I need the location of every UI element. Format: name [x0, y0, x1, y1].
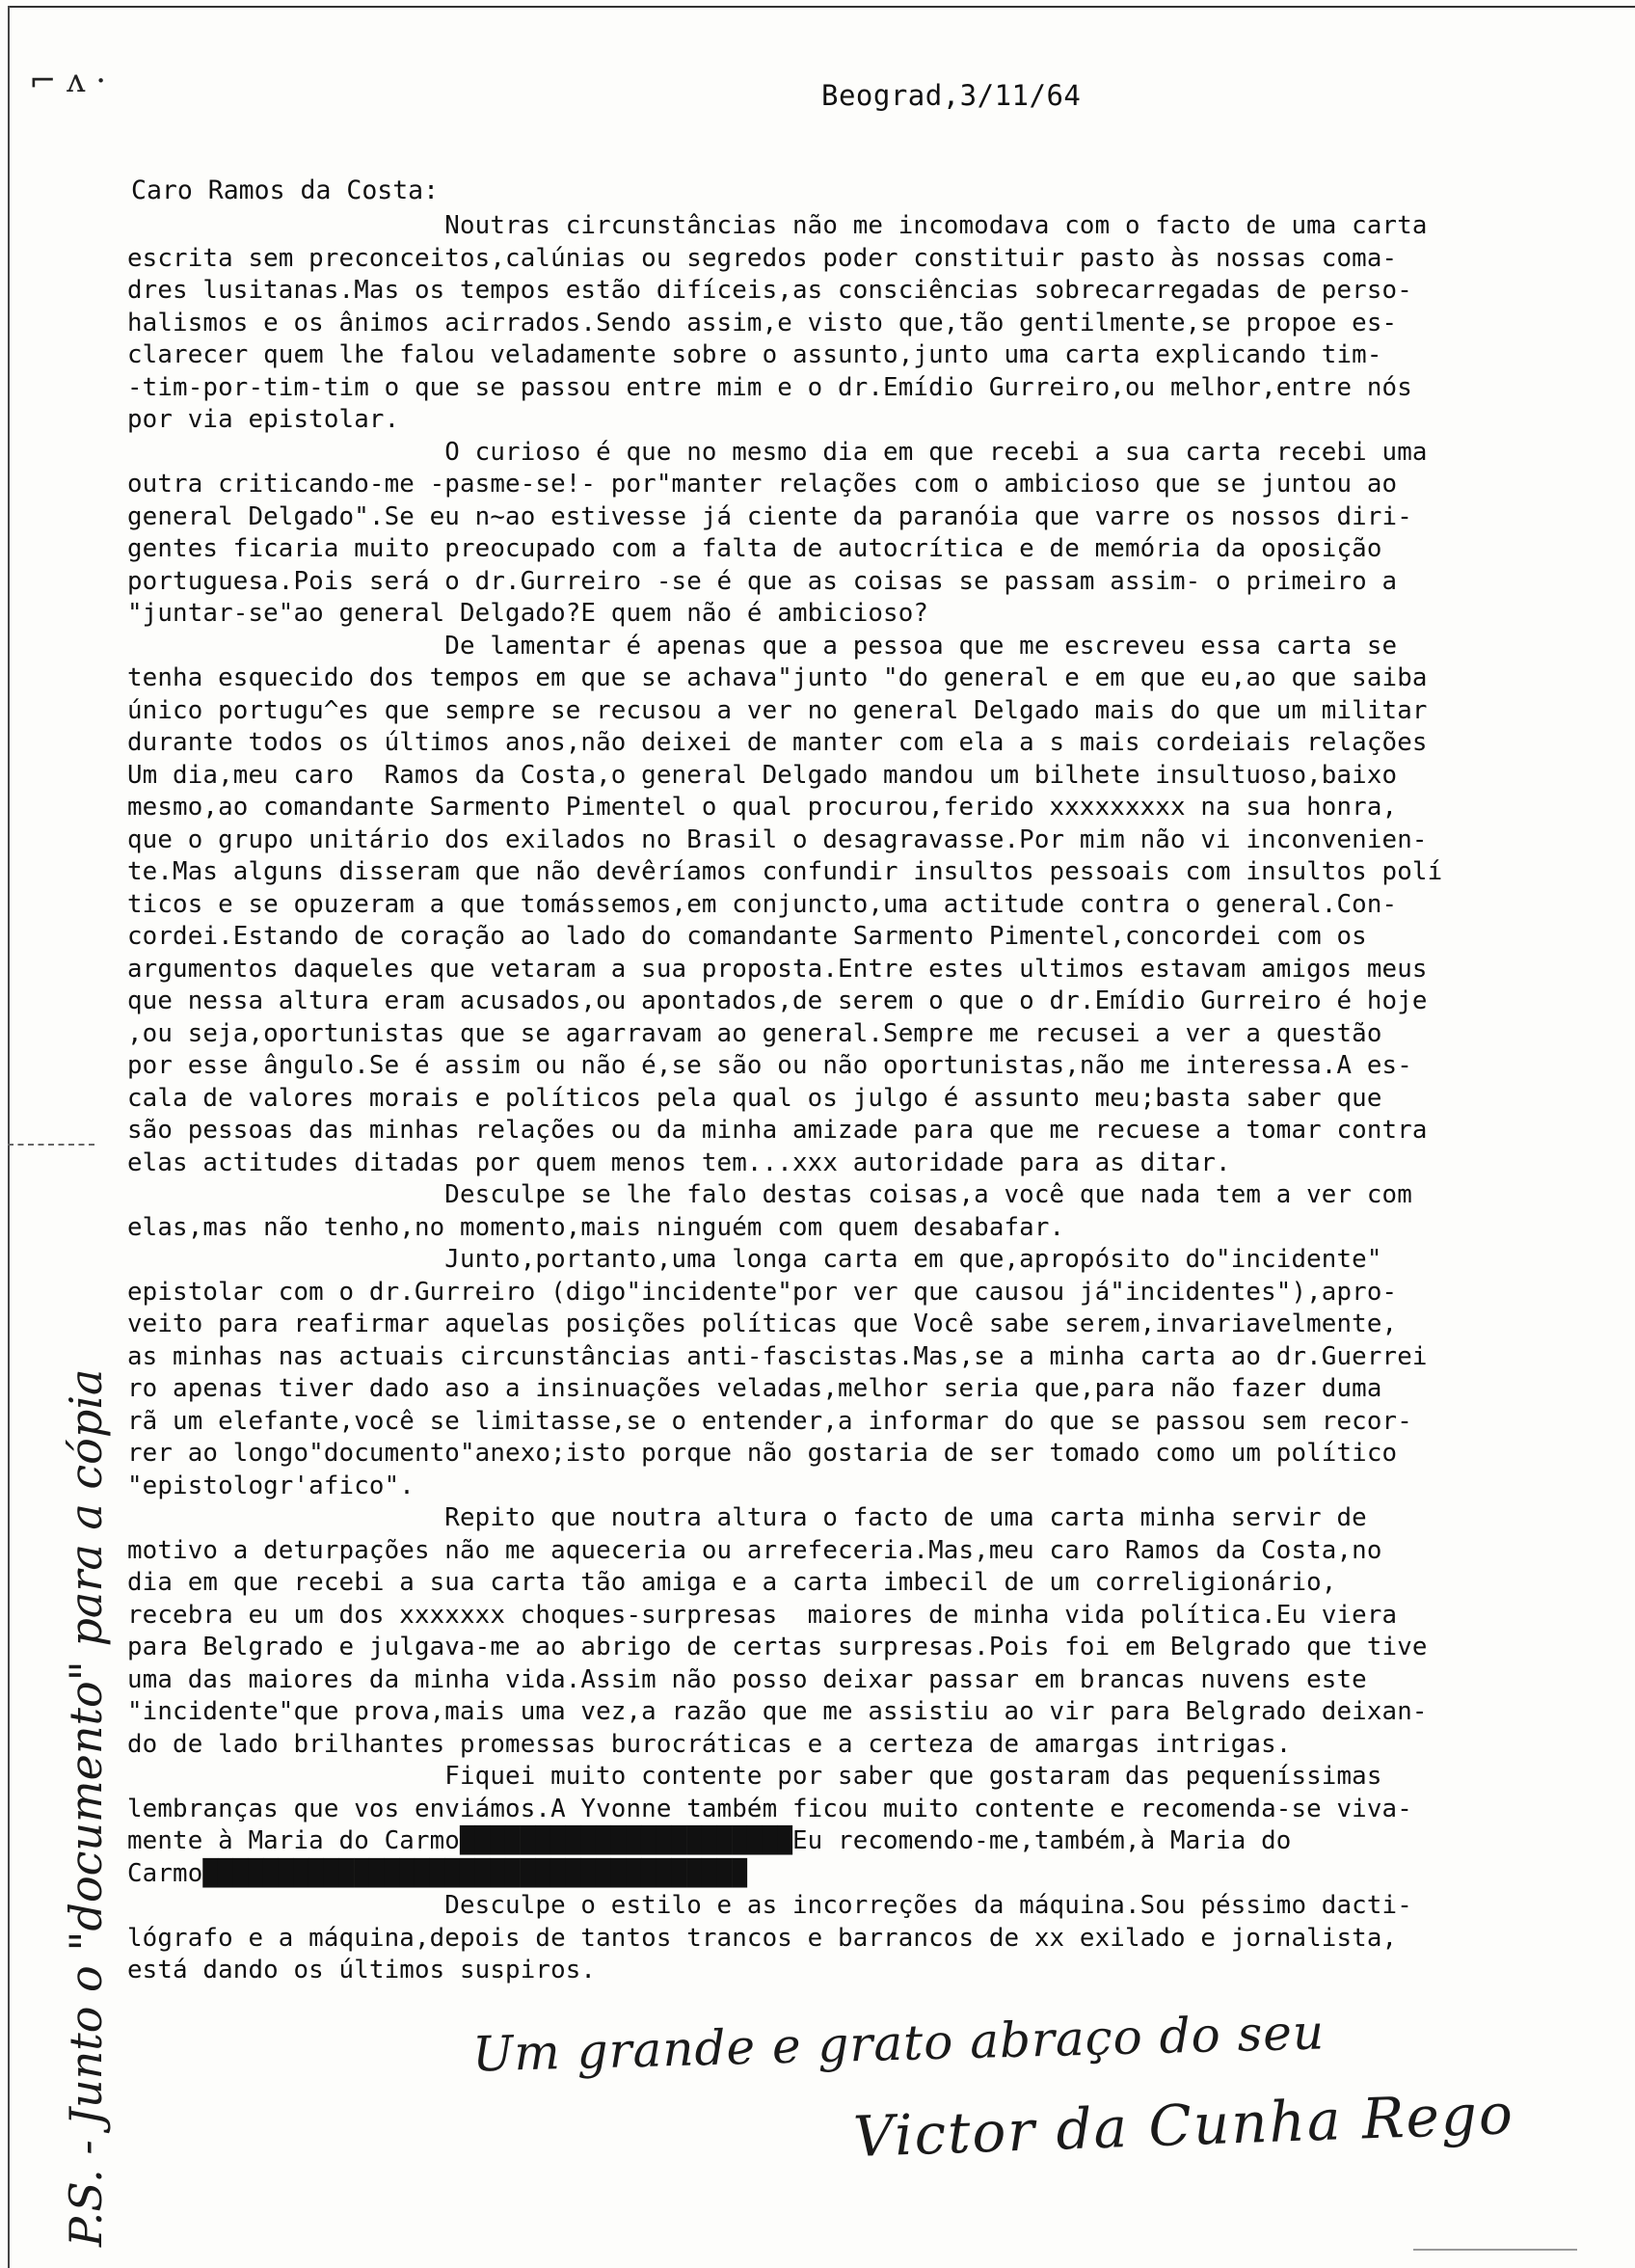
body-line: lógrafo e a máquina,depois de tantos trancos e barrancos de xx exilado e jornalista, [127, 1923, 1398, 1953]
bottom-pencil-stroke [1413, 2249, 1577, 2251]
body-line: Desculpe o estilo e as incorreções da máquina.Sou péssimo dacti- [127, 1891, 1412, 1920]
body-line: epistolar com o dr.Gurreiro (digo"incidente"por ver que causou já"incidentes"),apro- [127, 1277, 1398, 1307]
body-line: que nessa altura eram acusados,ou apontados,de serem o que o dr.Emídio Gurreiro é hoje [127, 986, 1428, 1015]
body-line: por esse ângulo.Se é assim ou não é,se são ou não oportunistas,não me interessa.A es- [127, 1051, 1412, 1080]
body-line: general Delgado".Se eu n~ao estivesse já ciente da paranóia que varre os nossos diri- [127, 501, 1412, 531]
body-line: Desculpe se lhe falo destas coisas,a você que nada tem a ver com [127, 1180, 1412, 1209]
body-line: dres lusitanas.Mas os tempos estão difíceis,as consciências sobrecarregadas de perso- [127, 276, 1412, 305]
body-line: clarecer quem lhe falou veladamente sobre o assunto,junto uma carta explicando tim- [127, 340, 1382, 369]
corner-pencil-mark: ⌐ ʌ · [29, 62, 107, 100]
body-line: te.Mas alguns disseram que não devêríamos confundir insultos pessoais com insultos polí [127, 857, 1443, 886]
body-line: -tim-por-tim-tim o que se passou entre mim e o dr.Emídio Gurreiro,ou melhor,entre nós [127, 372, 1412, 402]
body-line: elas actitudes ditadas por quem menos tem...xxx autoridade para as ditar. [127, 1148, 1231, 1177]
body-line: motivo a deturpações não me aqueceria ou arrefeceria.Mas,meu caro Ramos da Costa,no [127, 1535, 1382, 1565]
body-line: Fiquei muito contente por saber que gostaram das pequeníssimas [127, 1762, 1382, 1791]
body-line: halismos e os ânimos acirrados.Sendo assim,e visto que,tão gentilmente,se propoe es- [127, 308, 1398, 338]
body-line: elas,mas não tenho,no momento,mais ninguém com quem desabafar. [127, 1212, 1065, 1242]
body-line: O curioso é que no mesmo dia em que recebi a sua carta recebi uma [127, 437, 1428, 467]
body-line: recebra eu um dos xxxxxxx choques-surpresas maiores de minha vida política.Eu viera [127, 1600, 1398, 1630]
body-line: ro apenas tiver dado aso a insinuações veladas,melhor seria que,para não fazer duma [127, 1374, 1382, 1403]
body-line: as minhas nas actuais circunstâncias anti-fascistas.Mas,se a minha carta ao dr.Guerrei [127, 1341, 1428, 1371]
page-left-edge [8, 6, 10, 2268]
handwritten-closing: Um grande e grato abraço do seu [471, 2004, 1326, 2083]
body-line: ticos e se opuzeram a que tomássemos,em conjuncto,uma actitude contra o general.Con- [127, 889, 1398, 919]
body-line: escrita sem preconceitos,calúnias ou segredos poder constituir pasto às nossas coma- [127, 243, 1398, 273]
body-line: mesmo,ao comandante Sarmento Pimentel o qual procurou,ferido xxxxxxxxx na sua honra, [127, 793, 1398, 822]
body-line: veito para reafirmar aquelas posições políticas que Você sabe serem,invariavelmente, [127, 1310, 1398, 1338]
body-line: Noutras circunstâncias não me incomodava com o facto de uma carta [127, 211, 1428, 240]
body-line: tenha esquecido dos tempos em que se achava"junto "do general e em que eu,ao que saiba [127, 663, 1428, 692]
body-line: Repito que noutra altura o facto de uma carta minha servir de [127, 1503, 1367, 1532]
body-line: mente à Maria do Carmo██████████████████████Eu recomendo-me,também,à Maria do [127, 1826, 1292, 1855]
body-line: Junto,portanto,uma longa carta em que,apropósito do"incidente" [127, 1245, 1382, 1274]
body-line: "juntar-se"ao general Delgado?E quem não é ambicioso? [127, 599, 929, 628]
body-line: "epistologr'afico". [127, 1471, 415, 1500]
page-top-edge [8, 6, 1635, 8]
body-line: são pessoas das minhas relações ou da minha amizade para que me recuese a tomar contra [127, 1116, 1428, 1145]
body-line: único portugu^es que sempre se recusou a ver no general Delgado mais do que um militar [127, 695, 1428, 725]
body-line: portuguesa.Pois será o dr.Gurreiro -se é que as coisas se passam assim- o primeiro a [127, 566, 1398, 596]
letter-date: Beograd,3/11/64 [821, 79, 1082, 112]
body-line: por via epistolar. [127, 405, 400, 434]
body-line: Um dia,meu caro Ramos da Costa,o general Delgado mandou um bilhete insultuoso,baixo [127, 760, 1398, 790]
letter-body [127, 210, 1583, 1987]
body-line: cala de valores morais e políticos pela qual os julgo é assunto meu;basta saber que [127, 1083, 1382, 1113]
handwritten-signature: Victor da Cunha Rego [852, 2081, 1515, 2170]
body-line: ,ou seja,oportunistas que se agarravam ao general.Sempre me recusei a ver a questão [127, 1018, 1382, 1048]
margin-pencil-line [8, 1144, 94, 1146]
body-line: De lamentar é apenas que a pessoa que me escreveu essa carta se [127, 631, 1398, 661]
body-line: está dando os últimos suspiros. [127, 1956, 597, 1984]
body-line: outra criticando-me -pasme-se!- por"manter relações com o ambicioso que se juntou ao [127, 470, 1398, 499]
body-line: rã um elefante,você se limitasse,se o entender,a informar do que se passou sem recor- [127, 1406, 1412, 1436]
body-line: uma das maiores da minha vida.Assim não posso deixar passar em brancas nuvens este [127, 1664, 1367, 1694]
body-line: durante todos os últimos anos,não deixei de manter com ela a s mais cordeiais relações [127, 728, 1428, 757]
body-line: gentes ficaria muito preocupado com a falta de autocrítica e de memória da oposição [127, 534, 1382, 563]
letter-salutation: Caro Ramos da Costa: [131, 176, 440, 205]
body-line: Carmo████████████████████████████████████ [127, 1858, 747, 1888]
body-line: do de lado brilhantes promessas burocráticas e a certeza de amargas intrigas. [127, 1729, 1292, 1759]
body-line: "incidente"que prova,mais uma vez,a razão que me assistiu ao vir para Belgrado deixan- [127, 1697, 1428, 1726]
body-line: dia em que recebi a sua carta tão amiga e a carta imbecil de um correligionário, [127, 1568, 1337, 1597]
body-line: rer ao longo"documento"anexo;isto porque não gostaria de ser tomado como um político [127, 1439, 1398, 1468]
body-line: cordei.Estando de coração ao lado do comandante Sarmento Pimentel,concordei com os [127, 922, 1367, 951]
body-line: lembranças que vos enviámos.A Yvonne também ficou muito contente e recomenda-se viva- [127, 1794, 1412, 1823]
body-line: argumentos daqueles que vetaram a sua proposta.Entre estes ultimos estavam amigos meus [127, 954, 1428, 984]
handwritten-margin-note: P.S. - Junto o "documento" para a cópia [60, 1368, 112, 2247]
body-line: que o grupo unitário dos exilados no Brasil o desagravasse.Por mim não vi inconvenien- [127, 824, 1428, 854]
body-line: para Belgrado e julgava-me ao abrigo de certas surpresas.Pois foi em Belgrado que tive [127, 1633, 1428, 1661]
